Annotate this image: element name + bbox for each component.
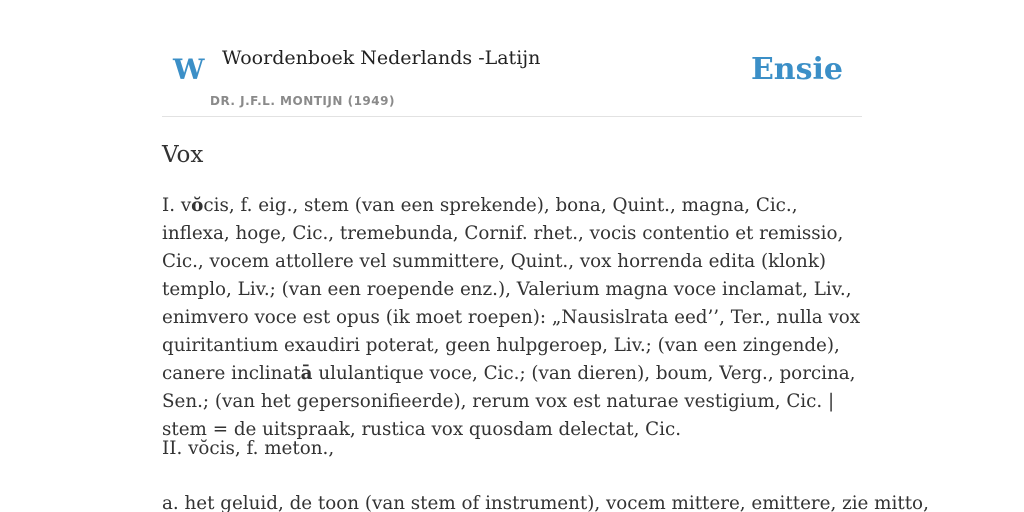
entry-paragraph-2: II. vŏcis, f. meton., (162, 438, 335, 459)
entry-paragraph-3: a. het geluid, de toon (van stem of instrument), vocem mittere, emittere, zie mitto, (162, 493, 929, 512)
entry-title: Vox (162, 142, 204, 168)
entry-text: I. v (162, 195, 192, 216)
source-header (162, 0, 862, 117)
entry-text: ululantique voce, Cic.; (van dieren), boum, Verg., porcina, Sen.; (van het gepersonifieerde), rerum vox est naturae vestigium, Cic. | stem = de uitspraak, rustica vox quosdam delectat, Cic. (162, 363, 856, 440)
dictionary-page (162, 0, 929, 512)
entry-text-bold: ŏ (191, 195, 204, 216)
entry-paragraph-1 (162, 192, 862, 444)
entry-text: cis, f. eig., stem (van een sprekende), bona, Quint., magna, Cic., inflexa, hoge, Cic., tremebunda, Cornif. rhet., vocis contentio et remissio, Cic., vocem attollere vel summittere, Quint., vox horrenda edita (klonk) templo, Liv.; (van een roepende enz.), Valerium magna voce inclamat, Liv., enimvero voce est opus (ik moet roepen): „Nausislrata eed’’, Ter., nulla vox quiritantium exaudiri poterat, geen hulpgeroep, Liv.; (van een zingende), canere inclinat (162, 195, 861, 384)
ensie-logo-link[interactable]: Ensie (750, 52, 843, 87)
source-letter-badge: W (173, 53, 205, 86)
entry-text-bold: ā (300, 363, 313, 384)
source-title-link[interactable]: Woordenboek Nederlands -Latijn (222, 47, 541, 69)
source-author: DR. J.F.L. MONTIJN (1949) (210, 94, 395, 108)
